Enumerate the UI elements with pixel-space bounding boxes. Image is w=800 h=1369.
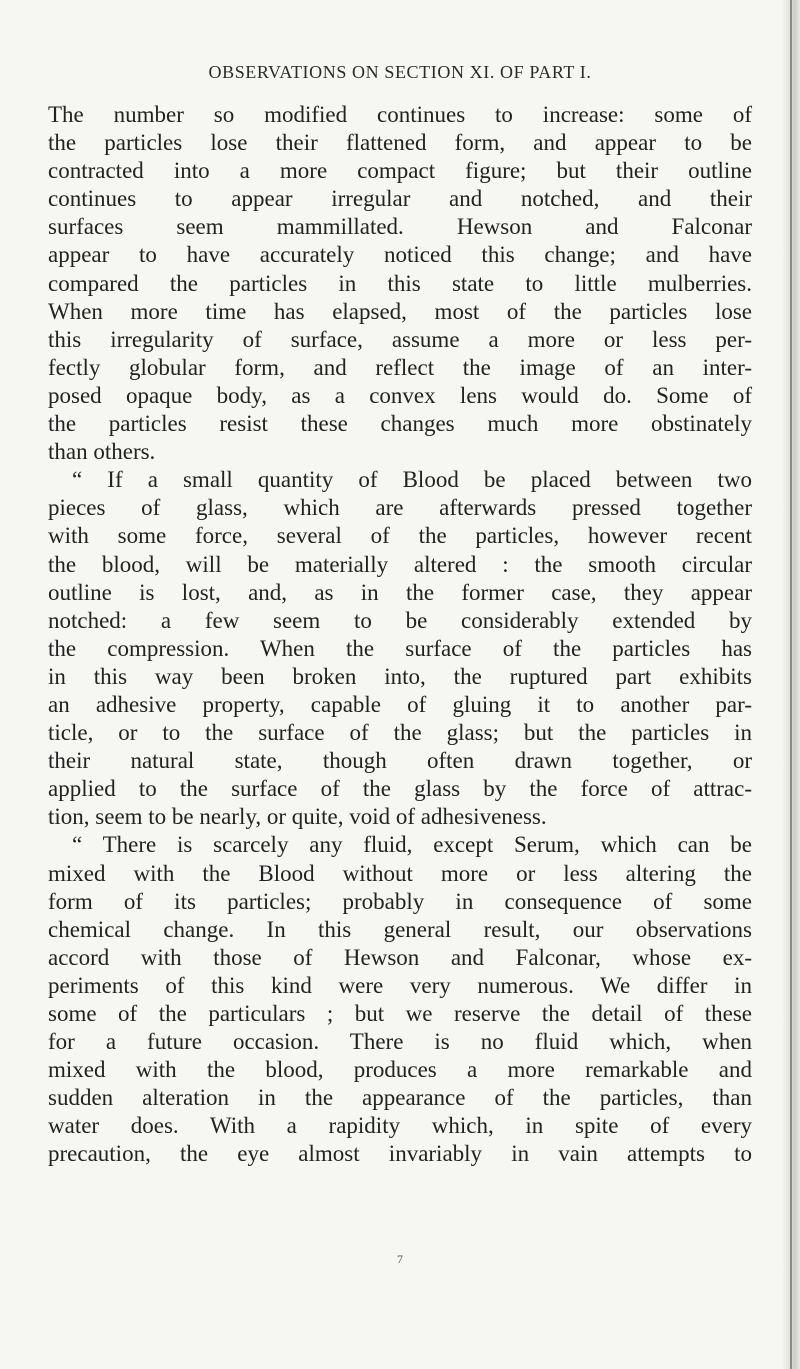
paragraph <box>48 466 752 831</box>
text-line: appear to have accurately noticed this change; and have <box>48 242 752 268</box>
text-line: an adhesive property, capable of gluing it to another par- <box>48 691 752 717</box>
text-line: posed opaque body, as a convex lens would do. Some of <box>48 382 752 408</box>
signature-mark: 7 <box>397 1252 403 1266</box>
text-line: continues to appear irregular and notched, and their <box>48 186 752 212</box>
text-line: chemical change. In this general result, our observations <box>48 916 752 942</box>
running-header: OBSERVATIONS ON SECTION XI. OF PART I. <box>208 62 592 82</box>
text-line: in this way been broken into, the ruptured part exhibits <box>48 663 752 689</box>
text-line: The number so modified continues to increase: some of <box>48 102 752 127</box>
text-line: mixed with the Blood without more or less altering the <box>48 860 752 886</box>
text-line: ticle, or to the surface of the glass; but the particles in <box>48 720 752 746</box>
text-line: fectly globular form, and reflect the image of an inter- <box>48 354 752 380</box>
text-line: periments of this kind were very numerous. We differ in <box>48 972 752 998</box>
text-line: notched: a few seem to be considerably extended by <box>48 607 752 633</box>
text-line: for a future occasion. There is no fluid which, when <box>48 1029 752 1055</box>
body-text <box>48 101 752 1169</box>
text-line: sudden alteration in the appearance of the particles, than <box>48 1085 752 1111</box>
text-line: the particles resist these changes much more obstinately <box>48 411 752 437</box>
text-line: “ There is scarcely any fluid, except Serum, which can be <box>72 832 752 858</box>
paragraph <box>48 831 752 1168</box>
paragraph <box>48 101 752 466</box>
text-line: the particles lose their flattened form, and appear to be <box>48 130 752 156</box>
text-line: outline is lost, and, as in the former case, they appear <box>48 579 752 605</box>
text-line: compared the particles in this state to little mulberries. <box>48 270 752 296</box>
binding-edge-line <box>790 0 792 1369</box>
text-line: the compression. When the surface of the particles has <box>48 635 752 661</box>
text-line: contracted into a more compact figure; but their outline <box>48 158 752 184</box>
text-line: accord with those of Hewson and Falconar, whose ex- <box>48 944 752 970</box>
text-line: than others. <box>48 439 156 465</box>
text-line: When more time has elapsed, most of the particles lose <box>48 298 752 324</box>
text-line: some of the particulars ; but we reserve the detail of these <box>48 1001 752 1026</box>
text-line: with some force, several of the particles, however recent <box>48 523 752 549</box>
text-line: surfaces seem mammillated. Hewson and Falconar <box>48 214 752 240</box>
text-line: their natural state, though often drawn together, or <box>48 748 752 774</box>
text-line: the blood, will be materially altered : the smooth circular <box>48 551 752 577</box>
text-line: form of its particles; probably in consequence of some <box>48 888 752 914</box>
text-line: water does. With a rapidity which, in spite of every <box>48 1113 752 1139</box>
text-line: applied to the surface of the glass by the force of attrac- <box>48 776 752 802</box>
text-line: this irregularity of surface, assume a more or less per- <box>48 326 752 352</box>
text-line: pieces of glass, which are afterwards pressed together <box>48 495 752 521</box>
text-line: precaution, the eye almost invariably in vain attempts to <box>48 1141 752 1167</box>
text-line: tion, seem to be nearly, or quite, void of adhesiveness. <box>48 804 547 830</box>
text-line: “ If a small quantity of Blood be placed between two <box>72 467 752 493</box>
text-line: mixed with the blood, produces a more remarkable and <box>48 1057 752 1083</box>
